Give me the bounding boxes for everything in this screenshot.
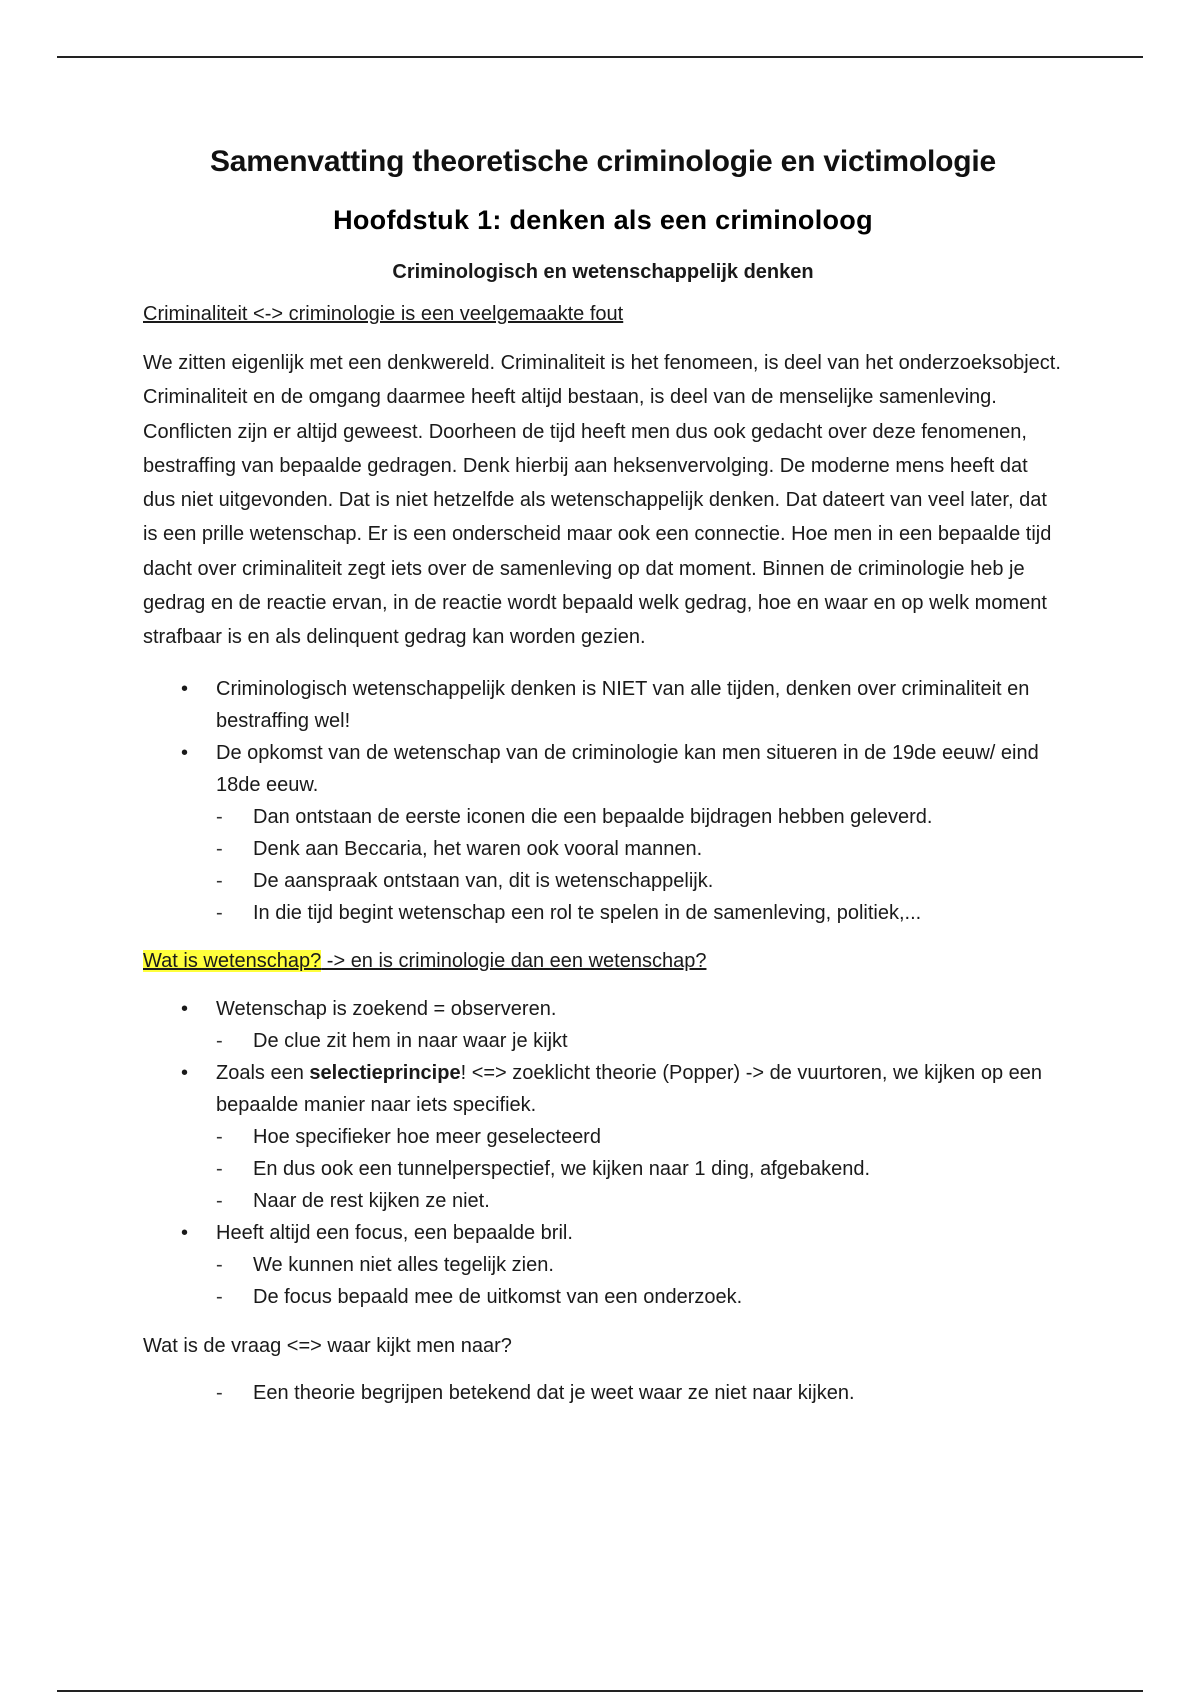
header-rule <box>57 56 1143 58</box>
sub-list-item: - Denk aan Beccaria, het waren ook vooral mannen. <box>216 833 1063 865</box>
sub-list <box>216 1121 1063 1217</box>
bullet-list-science <box>143 993 1063 1313</box>
bullet-list-history <box>143 673 1063 929</box>
list-item-text: Heeft altijd een focus, een bepaalde bril. <box>216 1221 573 1244</box>
subheading-wetenschap <box>143 947 1063 975</box>
sub-list <box>216 801 1063 929</box>
list-item <box>181 1217 1063 1313</box>
sub-list-item: - Een theorie begrijpen betekend dat je weet waar ze niet naar kijken. <box>216 1377 1063 1409</box>
sub-list-item: - Naar de rest kijken ze niet. <box>216 1185 1063 1217</box>
bold-term: selectieprincipe <box>309 1061 461 1084</box>
sub-list-item: - En dus ook een tunnelperspectief, we kijken naar 1 ding, afgebakend. <box>216 1153 1063 1185</box>
list-item <box>181 993 1063 1057</box>
document-title: Samenvatting theoretische criminologie en victimologie <box>209 145 997 178</box>
list-item-text-post: ! <=> zoeklicht theorie (Popper) -> de vuurtoren, we kijken op een bepaalde manier naar iets specifiek. <box>216 1061 1043 1116</box>
chapter-heading: Hoofdstuk 1: denken als een criminoloog <box>333 205 873 235</box>
sub-list-item: - In die tijd begint wetenschap een rol te spelen in de samenleving, politiek,... <box>216 897 1063 929</box>
sub-list-item: - Hoe specifieker hoe meer geselecteerd <box>216 1121 1063 1153</box>
sub-list <box>216 1249 1063 1313</box>
sub-list-item: - Dan ontstaan de eerste iconen die een bepaalde bijdragen hebben geleverd. <box>216 801 1063 833</box>
list-item <box>181 1057 1063 1217</box>
list-item-text: Criminologisch wetenschappelijk denken is NIET van alle tijden, denken over criminaliteit en bestraffing wel! <box>216 677 1030 732</box>
list-item-text: De opkomst van de wetenschap van de criminologie kan men situeren in de 19de eeuw/ eind 18de eeuw. <box>216 741 1039 796</box>
subheading-criminaliteit: Criminaliteit <-> criminologie is een veelgemaakte fout <box>143 303 624 325</box>
sub-list-item: - We kunnen niet alles tegelijk zien. <box>216 1249 1063 1281</box>
highlighted-text: Wat is wetenschap? <box>143 949 322 972</box>
document-page <box>143 140 1063 1409</box>
list-item <box>181 737 1063 929</box>
sub-list-item: - De focus bepaald mee de uitkomst van een onderzoek. <box>216 1281 1063 1313</box>
sub-list <box>216 1025 1063 1057</box>
final-list <box>216 1377 1063 1409</box>
paragraph-intro: We zitten eigenlijk met een denkwereld. Criminaliteit is het fenomeen, is deel van het onderzoeksobject. Criminaliteit en de omgang daarmee heeft altijd bestaan, is deel van de menselijke samenleving. Conflicten zijn er altijd geweest. Doorheen de tijd heeft men dus ook gedacht over deze fenomenen, bestraffing van bepaalde gedragen. Denk hierbij aan heksenvervolging. De moderne mens heeft dat dus niet uitgevonden. Dat is niet hetzelfde als wetenschappelijk denken. Dat dateert van veel later, dat is een prille wetenschap. Er is een onderscheid maar ook een connectie. Hoe men in een bepaalde tijd dacht over criminaliteit zegt iets over de samenleving op dat moment. Binnen de criminologie heb je gedrag en de reactie ervan, in de reactie wordt bepaald welk gedrag, hoe en waar en op welk moment strafbaar is en als delinquent gedrag kan worden gezien. <box>143 352 1061 649</box>
sub-list-item: - De clue zit hem in naar waar je kijkt <box>216 1025 1063 1057</box>
sub-list-item: - De aanspraak ontstaan van, dit is wetenschappelijk. <box>216 865 1063 897</box>
list-item-text: Wetenschap is zoekend = observeren. <box>216 997 557 1020</box>
section-heading: Criminologisch en wetenschappelijk denken <box>392 261 814 283</box>
footer-rule <box>57 1690 1143 1692</box>
subheading-rest: -> en is criminologie dan een wetenschap? <box>321 949 707 972</box>
list-item <box>181 673 1063 737</box>
question-line: Wat is de vraag <=> waar kijkt men naar? <box>143 1334 512 1357</box>
list-item-text-pre: Zoals een <box>216 1061 310 1084</box>
